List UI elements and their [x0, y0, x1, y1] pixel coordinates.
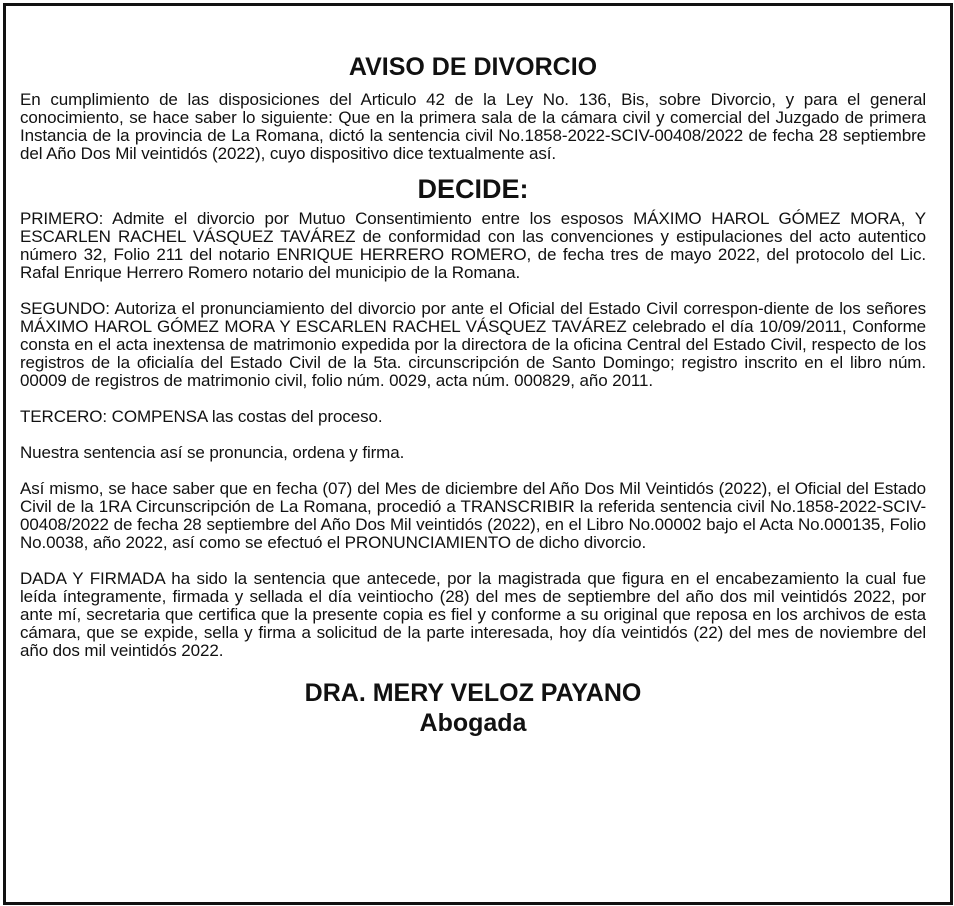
paragraph-primero: PRIMERO: Admite el divorcio por Mutuo Consentimiento entre los esposos MÁXIMO HAROL GÓMEZ MORA, Y ESCARLEN RACHEL VÁSQUEZ TAVÁREZ de conformidad con las convenciones y estipulaciones del acto autentico número 32, Folio 211 del notario ENRIQUE HERRERO ROMERO, de fecha tres de mayo 2022, del protocolo del Lic. Rafal Enrique Herrero Romero notario del municipio de la Romana. [20, 209, 926, 282]
intro-paragraph: En cumplimiento de las disposiciones del Articulo 42 de la Ley No. 136, Bis, sobre Divorcio, y para el general conocimiento, se hace saber lo siguiente: Que en la primera sala de la cámara civil y comercial del Juzgado de primera Instancia de la provincia de La Romana, dictó la sentencia civil No.1858-2022-SCIV-00408/2022 de fecha 28 septiembre del Año Dos Mil veintidós (2022), cuyo dispositivo dice textualmente así. [20, 90, 926, 163]
paragraph-transcripcion: Así mismo, se hace saber que en fecha (07) del Mes de diciembre del Año Dos Mil Veintidós (2022), el Oficial del Estado Civil de la 1RA Circunscripción de La Romana, procedió a TRANSCRIBIR la referida sentencia civil No.1858-2022-SCIV-00408/2022 de fecha 28 septiembre del Año Dos Mil veintidós (2022), en el Libro No.00002 bajo el Acta No.000135, Folio No.0038, año 2022, así como se efectuó el PRONUNCIAMIENTO de dicho divorcio. [20, 479, 926, 552]
paragraph-tercero: TERCERO: COMPENSA las costas del proceso. [20, 407, 383, 426]
signature-role: Abogada [419, 709, 527, 737]
signature-block [20, 678, 926, 738]
notice-body [20, 52, 926, 738]
paragraph-sentencia: Nuestra sentencia así se pronuncia, ordena y firma. [20, 443, 405, 462]
notice-title: AVISO DE DIVORCIO [348, 53, 598, 81]
paragraph-dada-firmada: DADA Y FIRMADA ha sido la sentencia que antecede, por la magistrada que figura en el encabezamiento la cual fue leída íntegramente, firmada y sellada el día veintiocho (28) del mes de septiembre del año dos mil veintidós 2022, por ante mí, secretaria que certifica que la presente copia es fiel y conforme a su original que reposa en los archivos de esta cámara, que se expide, sella y firma a solicitud de la parte interesada, hoy día veintidós (22) del mes de noviembre del año dos mil veintidós 2022. [20, 569, 926, 660]
decide-heading: DECIDE: [417, 174, 529, 204]
signature-name: DRA. MERY VELOZ PAYANO [304, 679, 642, 707]
paragraph-segundo: SEGUNDO: Autoriza el pronunciamiento del divorcio por ante el Oficial del Estado Civil correspon-diente de los señores MÁXIMO HAROL GÓMEZ MORA Y ESCARLEN RACHEL VÁSQUEZ TAVÁREZ celebrado el día 10/09/2011, Conforme consta en el acta inextensa de matrimonio expedida por la directora de la oficina Central del Estado Civil, respecto de los registros de la oficialía del Estado Civil de la 5ta. circunscripción de Santo Domingo; registro inscrito en el libro núm. 00009 de registros de matrimonio civil, folio núm. 0029, acta núm. 000829, año 2011. [20, 299, 926, 390]
